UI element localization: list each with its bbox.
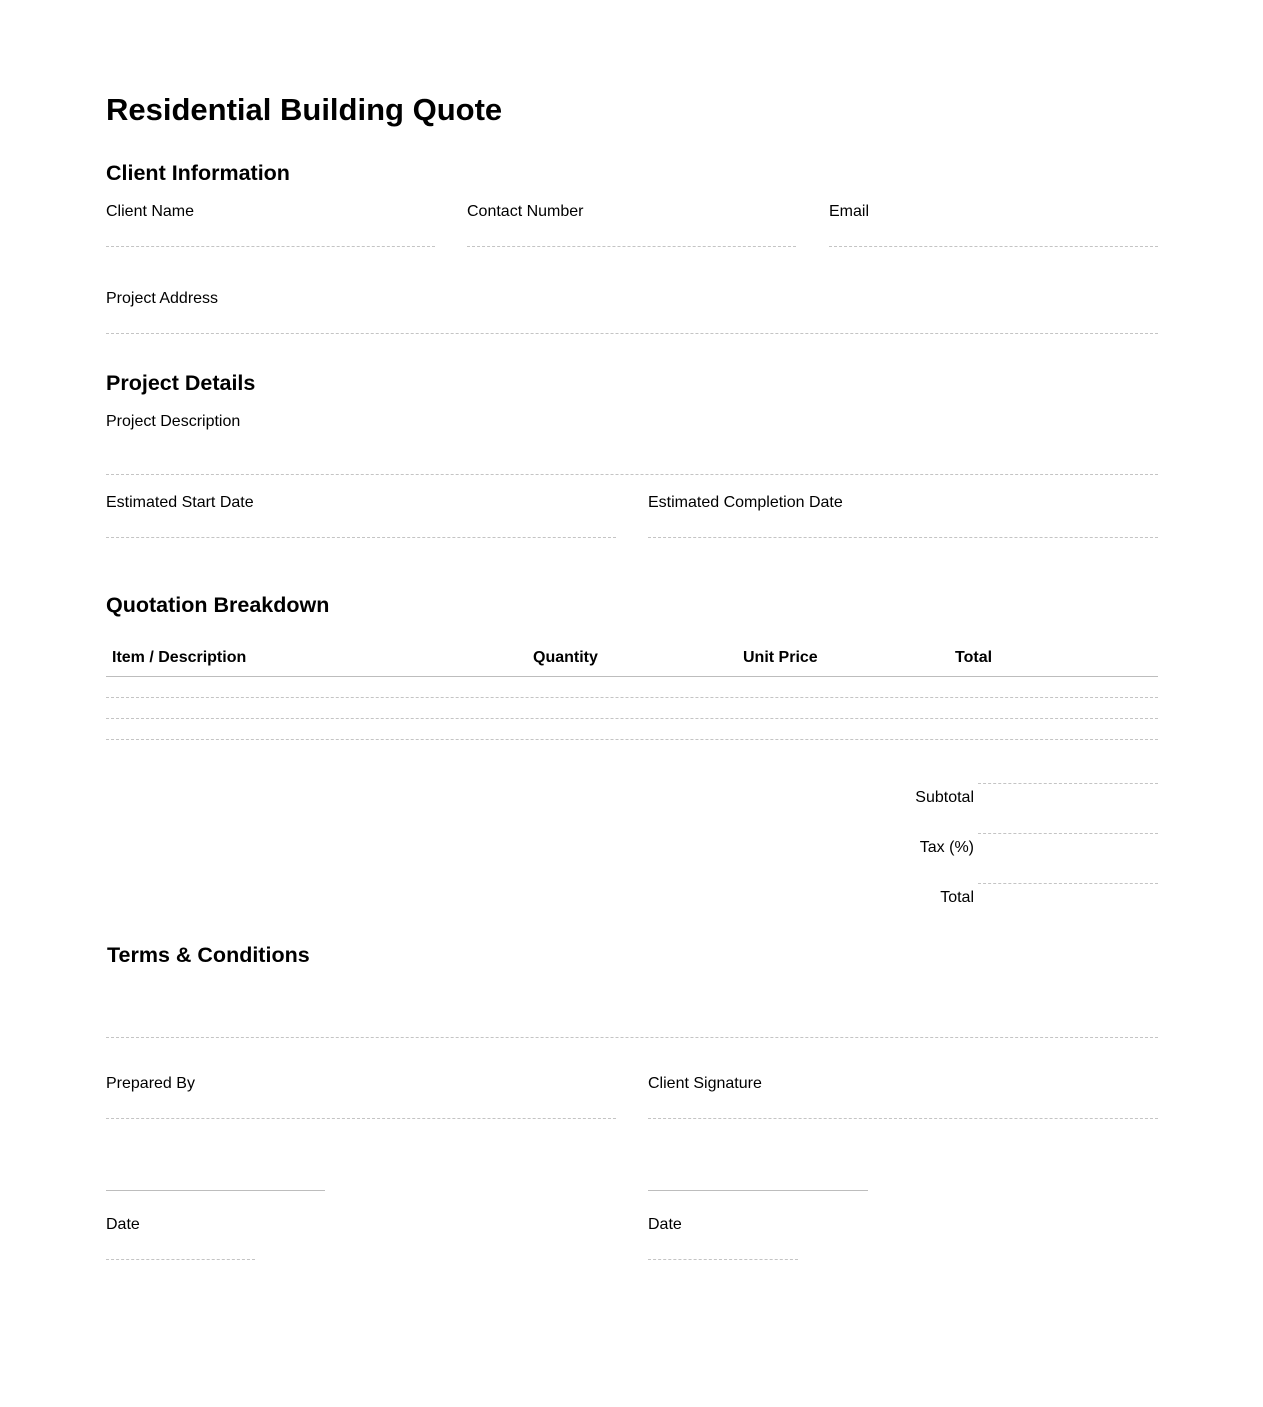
client-date-field[interactable] [648,1238,798,1260]
column-header-quantity: Quantity [533,649,598,666]
contact-number-field[interactable] [467,224,796,248]
subtotal-label: Subtotal [915,789,974,806]
page-title: Residential Building Quote [106,92,503,127]
project-description-field[interactable] [106,436,1158,476]
prepared-by-label: Prepared By [106,1075,195,1092]
email-label: Email [829,203,870,220]
prepared-by-line [106,1118,616,1119]
table-row[interactable] [106,720,1158,740]
preparer-date-line [106,1259,255,1260]
total-field[interactable] [978,862,1158,884]
client-name-line [106,246,435,247]
table-row[interactable] [106,678,1158,698]
client-signature-field[interactable] [648,1096,1158,1120]
completion-date-line [648,537,1158,538]
tax-field[interactable] [978,812,1158,834]
completion-date-field[interactable] [648,515,1158,539]
email-field[interactable] [829,224,1158,248]
contact-number-line [467,246,796,247]
contact-number-label: Contact Number [467,203,584,220]
client-signature-area[interactable] [648,1150,868,1192]
project-details-heading: Project Details [106,371,256,395]
project-description-line [106,474,1158,475]
client-name-label: Client Name [106,203,195,220]
start-date-line [106,537,616,538]
table-header-divider [106,676,1158,677]
table-row[interactable] [106,699,1158,719]
completion-date-label: Estimated Completion Date [648,494,843,511]
terms-heading: Terms & Conditions [107,943,310,967]
start-date-field[interactable] [106,515,616,539]
project-address-label: Project Address [106,290,219,307]
column-header-item: Item / Description [112,649,247,666]
column-header-total: Total [955,649,993,666]
client-signature-label: Client Signature [648,1075,762,1092]
tax-line [978,833,1158,834]
total-line [978,883,1158,884]
project-address-field[interactable] [106,311,1158,335]
table-row-line [106,739,1158,740]
subtotal-field[interactable] [978,762,1158,784]
prepared-by-field[interactable] [106,1096,616,1120]
column-header-unit-price: Unit Price [743,649,818,666]
preparer-signature-line [106,1190,325,1191]
email-line [829,246,1158,247]
terms-line [106,1037,1158,1038]
terms-field[interactable] [106,980,1158,1038]
preparer-date-field[interactable] [106,1238,255,1260]
client-name-field[interactable] [106,224,435,248]
project-description-label: Project Description [106,413,241,430]
client-date-label: Date [648,1216,682,1233]
tax-label: Tax (%) [919,839,974,856]
client-date-line [648,1259,798,1260]
preparer-date-label: Date [106,1216,140,1233]
client-signature-underline [648,1190,868,1191]
total-label: Total [940,889,974,906]
quotation-breakdown-heading: Quotation Breakdown [106,593,330,617]
table-row-line [106,697,1158,698]
subtotal-line [978,783,1158,784]
table-row-line [106,718,1158,719]
client-information-heading: Client Information [106,161,290,185]
start-date-label: Estimated Start Date [106,494,254,511]
preparer-signature-area[interactable] [106,1150,325,1192]
project-address-line [106,333,1158,334]
client-signature-line [648,1118,1158,1119]
